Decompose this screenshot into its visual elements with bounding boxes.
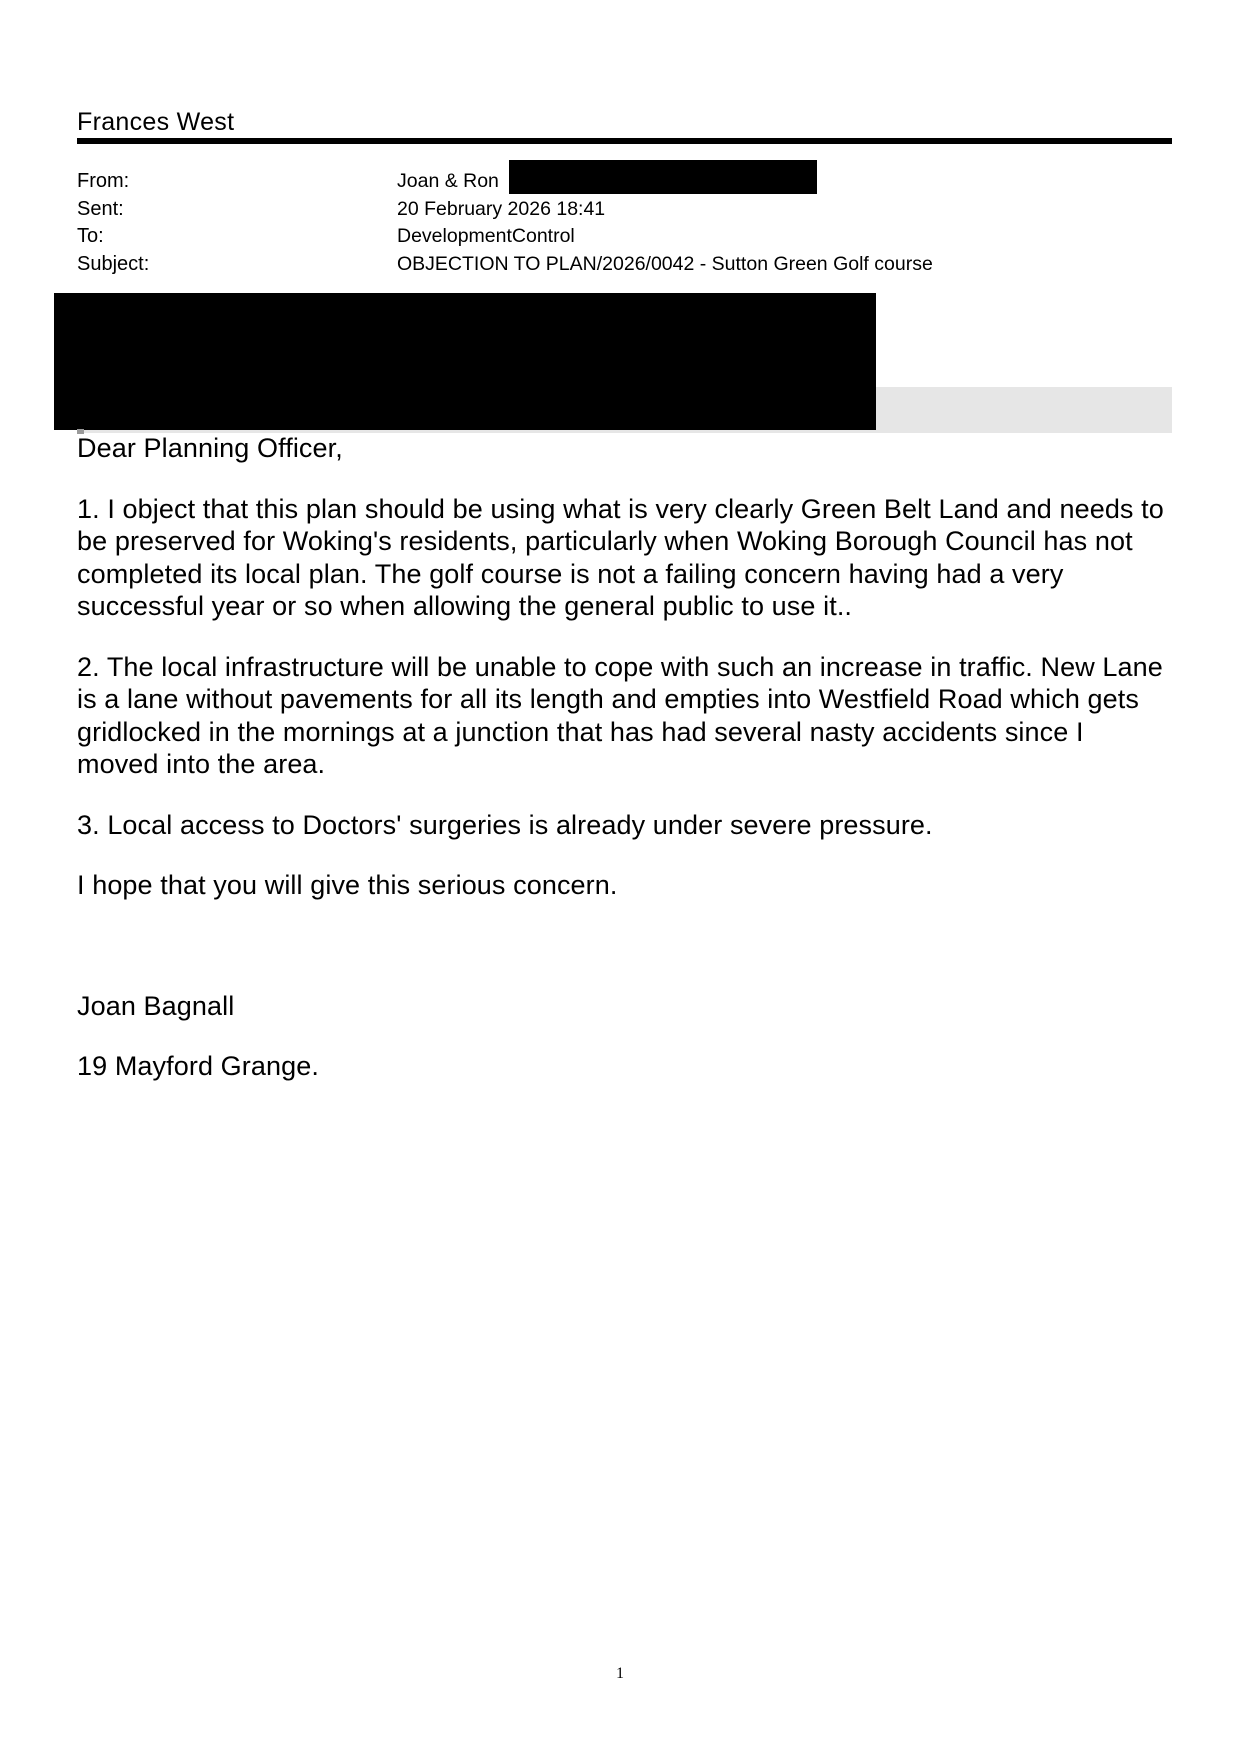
- objection-point-3: 3. Local access to Doctors' surgeries is already under severe pressure.: [77, 809, 933, 840]
- from-value: Joan & Ron: [397, 170, 499, 192]
- salutation: Dear Planning Officer,: [77, 433, 343, 463]
- subject-row: [77, 251, 1172, 279]
- sent-label: Sent:: [77, 197, 124, 220]
- to-value: DevelopmentControl: [397, 225, 575, 247]
- subject-label: Subject:: [77, 252, 150, 275]
- sent-row: [77, 196, 1172, 224]
- redacted-block: [54, 293, 876, 430]
- objection-point-2: 2. The local infrastructure will be unable to cope with such an increase in traffic. New Lane is a lane without pavements for all its length and empties into Westfield Road which gets gridlocked in the mornings at a junction that has had several nasty accidents since I moved into the area.: [77, 651, 1163, 779]
- page-number: 1: [616, 1665, 624, 1682]
- to-row: [77, 223, 1172, 251]
- sent-value: 20 February 2026 18:41: [397, 197, 606, 220]
- subject-value: OBJECTION TO PLAN/2026/0042 - Sutton Green Golf course: [397, 252, 933, 275]
- objection-point-1: 1. I object that this plan should be using what is very clearly Green Belt Land and needs to be preserved for Woking's residents, particularly when Woking Borough Council has not completed its local plan. The golf course is not a failing concern having had a very successful year or so when allowing the general public to use it..: [77, 493, 1164, 621]
- signature-name: Joan Bagnall: [77, 990, 235, 1021]
- letter-body: [77, 432, 1172, 1111]
- to-label: To:: [77, 225, 104, 247]
- signature-address: 19 Mayford Grange.: [77, 1051, 319, 1081]
- redacted-email-address: [509, 160, 817, 194]
- closing-line: I hope that you will give this serious concern.: [77, 870, 618, 900]
- from-label: From:: [77, 170, 130, 192]
- header-divider: [77, 138, 1172, 144]
- signature-spacer: [77, 930, 1172, 990]
- document-owner-name: Frances West: [77, 108, 235, 136]
